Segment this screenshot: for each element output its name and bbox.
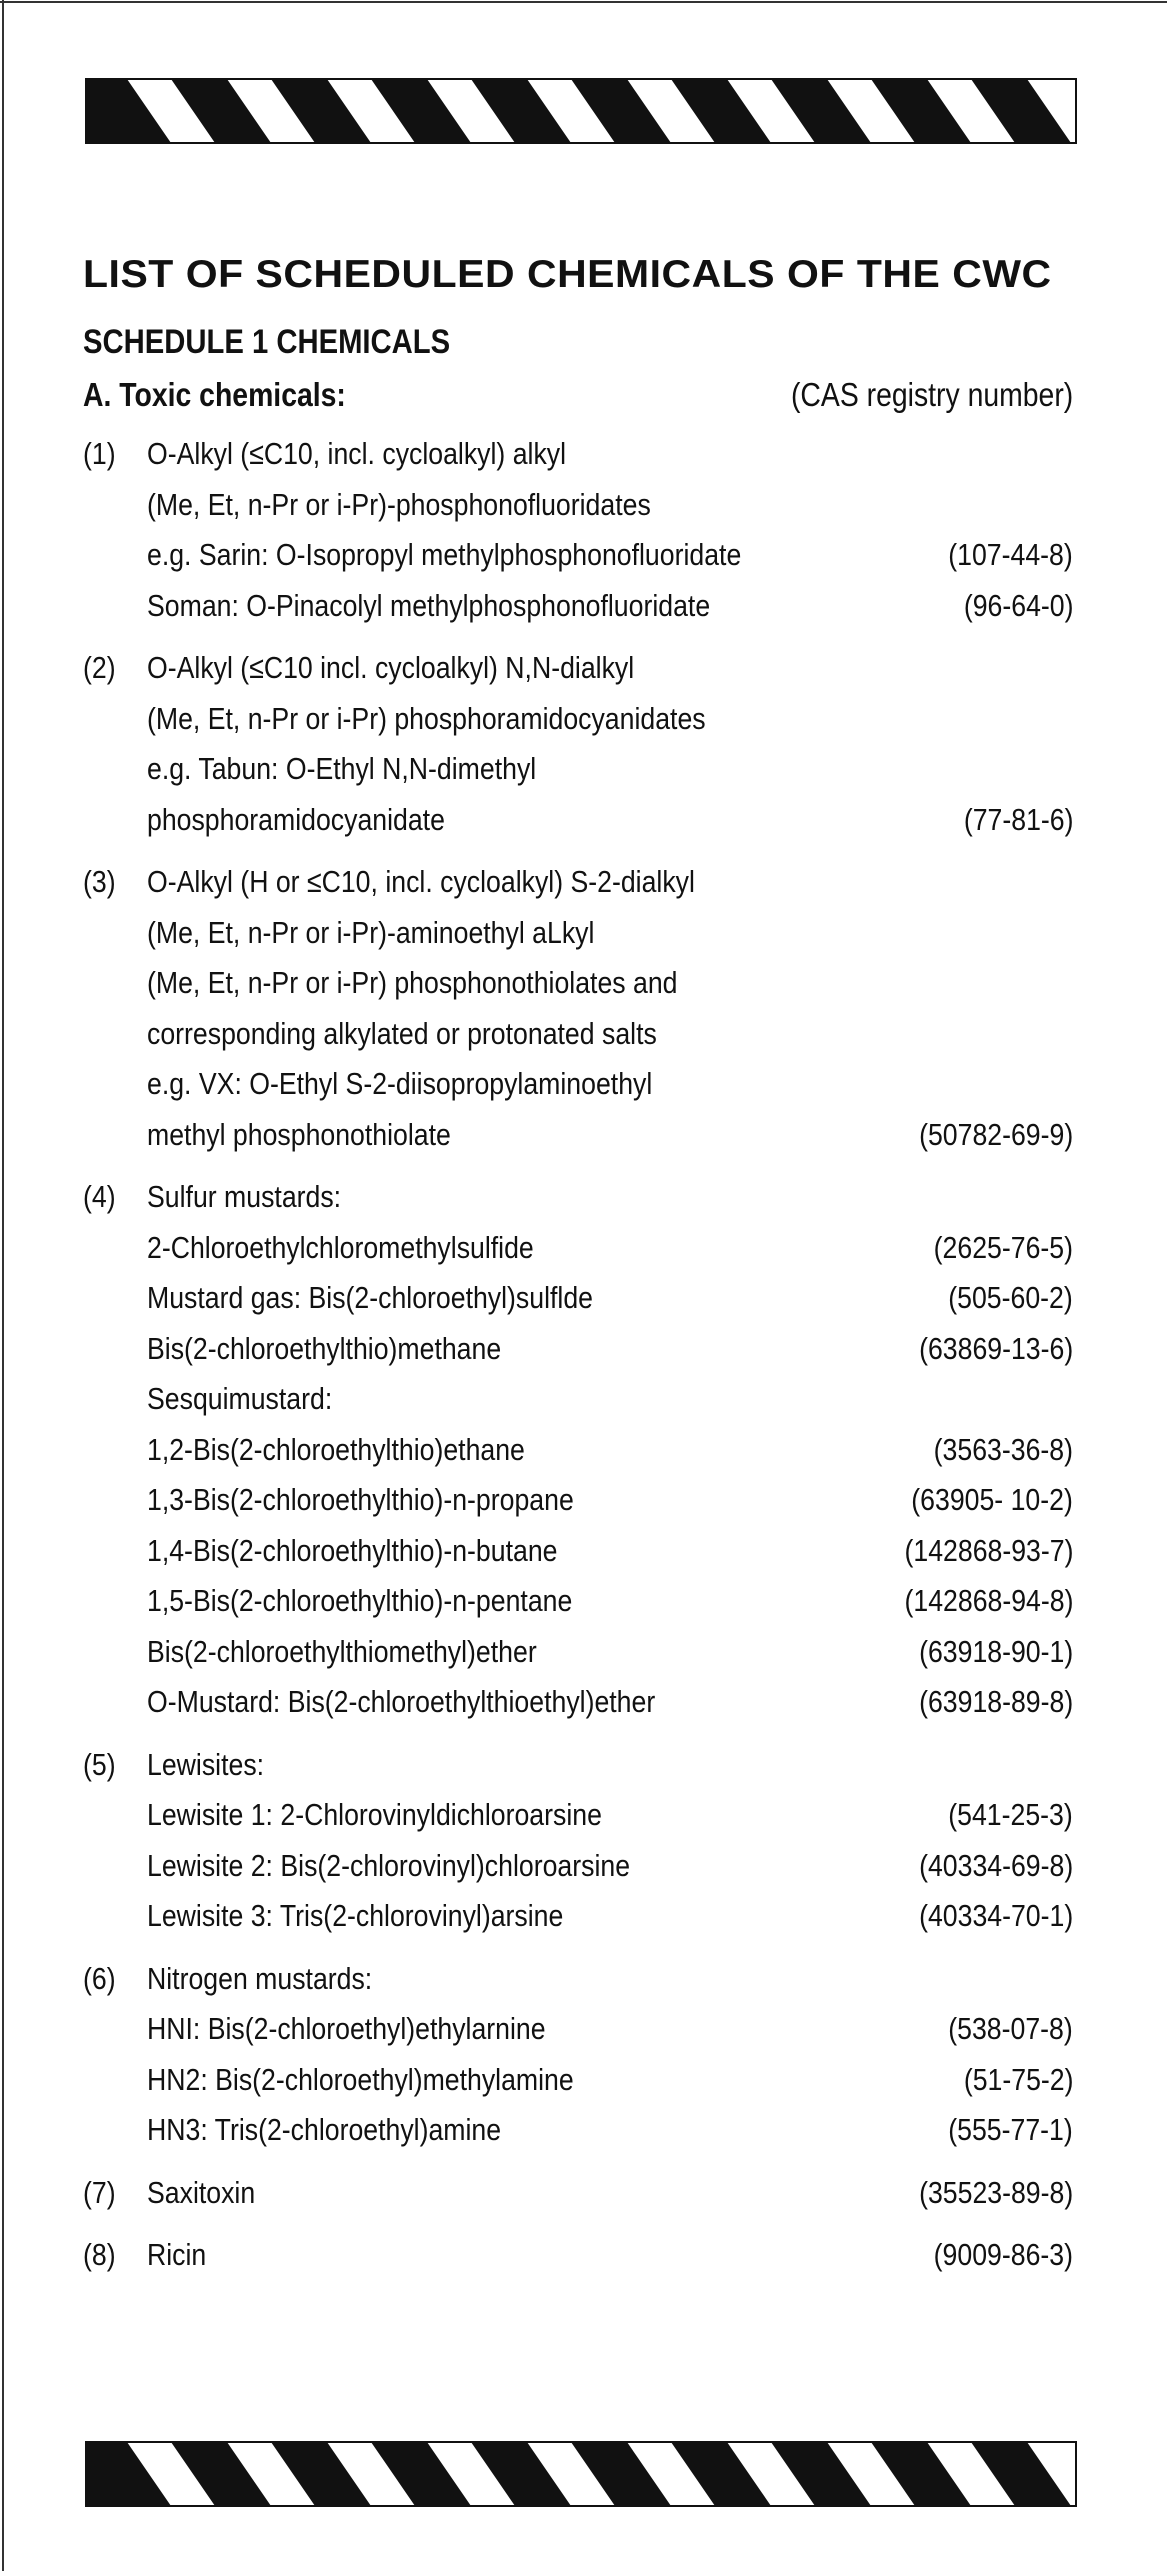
chemical-name: 1,2-Bis(2-chloroethylthio)ethane xyxy=(147,1431,525,1467)
chemical-item xyxy=(83,857,1073,1160)
chemical-name: (Me, Et, n-Pr or i-Pr)-aminoethyl aLkyl xyxy=(147,914,595,950)
chemical-name: HNI: Bis(2-chloroethyl)ethylarnine xyxy=(147,2011,546,2047)
chemical-line xyxy=(147,744,1073,795)
chemical-name: e.g. Sarin: O-Isopropyl methylphosphonofluoridate xyxy=(147,537,742,573)
item-body xyxy=(147,2168,1073,2219)
chemical-line xyxy=(147,1172,1073,1223)
chemical-name: O-Alkyl (≤C10 incl. cycloalkyl) N,N-dialkyl xyxy=(147,650,635,686)
chemical-line xyxy=(147,1273,1073,1324)
cas-number: (3563-36-8) xyxy=(933,1431,1073,1467)
schedule-heading: SCHEDULE 1 CHEMICALS xyxy=(83,322,451,361)
chemical-line xyxy=(147,1324,1073,1375)
item-body xyxy=(147,1954,1073,2156)
item-number: (7) xyxy=(83,2174,116,2210)
item-number: (2) xyxy=(83,650,116,686)
chemical-name: Lewisites: xyxy=(147,1746,265,1782)
chemical-name: Lewisite 1: 2-Chlorovinyldichloroarsine xyxy=(147,1797,602,1833)
cas-number: (505-60-2) xyxy=(948,1280,1073,1316)
chemical-line xyxy=(147,1059,1073,1110)
chemical-item xyxy=(83,1954,1073,2156)
chemical-name: Bis(2-chloroethylthio)methane xyxy=(147,1330,502,1366)
chemical-line xyxy=(147,2105,1073,2156)
chemical-name: 1,4-Bis(2-chloroethylthio)-n-butane xyxy=(147,1532,558,1568)
page-title: LIST OF SCHEDULED CHEMICALS OF THE CWC xyxy=(83,253,1052,296)
chemical-name: O-Alkyl (H or ≤C10, incl. cycloalkyl) S-2-dialkyl xyxy=(147,864,695,900)
chemical-line xyxy=(147,857,1073,908)
chemical-line xyxy=(147,908,1073,959)
hazard-stripe-banner-bottom xyxy=(85,2438,1077,2508)
chemical-name: 2-Chloroethylchloromethylsulfide xyxy=(147,1229,534,1265)
cas-number: (538-07-8) xyxy=(948,2011,1073,2047)
chemical-name: Mustard gas: Bis(2-chloroethyl)sulflde xyxy=(147,1280,594,1316)
cas-number: (63869-13-6) xyxy=(918,1330,1073,1366)
cas-number: (77-81-6) xyxy=(963,801,1073,837)
section-header xyxy=(83,373,1073,418)
chemical-line xyxy=(147,2230,1073,2281)
chemical-name: (Me, Et, n-Pr or i-Pr) phosphonothiolates and xyxy=(147,965,678,1001)
chemical-line xyxy=(147,1526,1073,1577)
cas-number: (2625-76-5) xyxy=(933,1229,1073,1265)
cas-number: (50782-69-9) xyxy=(918,1116,1073,1152)
chemical-name: Saxitoxin xyxy=(147,2174,256,2210)
chemical-name: (Me, Et, n-Pr or i-Pr) phosphoramidocyanidates xyxy=(147,700,706,736)
chemical-line xyxy=(147,1009,1073,1060)
cas-number: (51-75-2) xyxy=(963,2061,1073,2097)
chemical-line xyxy=(147,581,1073,632)
chemical-line xyxy=(147,1627,1073,1678)
item-number: (5) xyxy=(83,1746,116,1782)
cas-number: (555-77-1) xyxy=(948,2112,1073,2148)
chemical-line xyxy=(147,1841,1073,1892)
cas-number: (40334-69-8) xyxy=(918,1847,1073,1883)
cas-number: (35523-89-8) xyxy=(918,2174,1073,2210)
cas-number: (96-64-0) xyxy=(963,587,1073,623)
chemical-name: phosphoramidocyanidate xyxy=(147,801,445,837)
chemical-name: e.g. Tabun: O-Ethyl N,N-dimethyl xyxy=(147,751,537,787)
section-title: A. Toxic chemicals: xyxy=(83,375,346,413)
chemical-line xyxy=(147,1110,1073,1161)
chemical-line xyxy=(147,530,1073,581)
chemical-item xyxy=(83,1172,1073,1728)
chemical-line xyxy=(147,1576,1073,1627)
document-content xyxy=(83,250,1073,2293)
chemical-item xyxy=(83,2230,1073,2281)
chemical-item xyxy=(83,1740,1073,1942)
item-body xyxy=(147,1740,1073,1942)
chemical-line xyxy=(147,694,1073,745)
hazard-stripe-banner-top xyxy=(85,75,1077,145)
chemical-name: e.g. VX: O-Ethyl S-2-diisopropylaminoethyl xyxy=(147,1066,653,1102)
item-body xyxy=(147,857,1073,1160)
item-body xyxy=(147,2230,1073,2281)
cas-number: (541-25-3) xyxy=(948,1797,1073,1833)
chemical-line xyxy=(147,2055,1073,2106)
chemical-name: Soman: O-Pinacolyl methylphosphonofluoridate xyxy=(147,587,711,623)
chemical-item xyxy=(83,643,1073,845)
item-number: (4) xyxy=(83,1179,116,1215)
chemical-name: 1,3-Bis(2-chloroethylthio)-n-propane xyxy=(147,1482,574,1518)
chemical-line xyxy=(147,2004,1073,2055)
cas-number: (63905- 10-2) xyxy=(911,1482,1073,1518)
chemical-name: Bis(2-chloroethylthiomethyl)ether xyxy=(147,1633,537,1669)
item-body xyxy=(147,1172,1073,1728)
cas-number: (142868-94-8) xyxy=(904,1583,1073,1619)
chemical-item xyxy=(83,2168,1073,2219)
chemical-name: HN2: Bis(2-chloroethyl)methylamine xyxy=(147,2061,574,2097)
item-body xyxy=(147,429,1073,631)
chemical-line xyxy=(147,429,1073,480)
item-number: (8) xyxy=(83,2237,116,2273)
chemical-list xyxy=(83,429,1073,2281)
chemical-name: O-Alkyl (≤C10, incl. cycloalkyl) alkyl xyxy=(147,436,567,472)
chemical-line xyxy=(147,958,1073,1009)
chemical-line xyxy=(147,1677,1073,1728)
cas-number: (107-44-8) xyxy=(948,537,1073,573)
chemical-name: 1,5-Bis(2-chloroethylthio)-n-pentane xyxy=(147,1583,573,1619)
chemical-name: Nitrogen mustards: xyxy=(147,1960,373,1996)
item-number: (1) xyxy=(83,436,116,472)
chemical-line xyxy=(147,480,1073,531)
cas-number: (9009-86-3) xyxy=(933,2237,1073,2273)
chemical-line xyxy=(147,1790,1073,1841)
chemical-line xyxy=(147,1374,1073,1425)
chemical-line xyxy=(147,1954,1073,2005)
chemical-line xyxy=(147,795,1073,846)
chemical-line xyxy=(147,1223,1073,1274)
chemical-name: Lewisite 3: Tris(2-chlorovinyl)arsine xyxy=(147,1898,564,1934)
chemical-name: (Me, Et, n-Pr or i-Pr)-phosphonofluoridates xyxy=(147,486,651,522)
item-number: (6) xyxy=(83,1960,116,1996)
chemical-line xyxy=(147,1475,1073,1526)
item-number: (3) xyxy=(83,864,116,900)
cas-number: (142868-93-7) xyxy=(904,1532,1073,1568)
chemical-line xyxy=(147,1425,1073,1476)
cas-column-header: (CAS registry number) xyxy=(790,375,1073,413)
chemical-name: corresponding alkylated or protonated salts xyxy=(147,1015,657,1051)
chemical-name: Lewisite 2: Bis(2-chlorovinyl)chloroarsine xyxy=(147,1847,631,1883)
chemical-item xyxy=(83,429,1073,631)
chemical-name: methyl phosphonothiolate xyxy=(147,1116,451,1152)
cas-number: (63918-90-1) xyxy=(918,1633,1073,1669)
chemical-line xyxy=(147,643,1073,694)
chemical-line xyxy=(147,2168,1073,2219)
chemical-line xyxy=(147,1891,1073,1942)
chemical-line xyxy=(147,1740,1073,1791)
chemical-name: Sulfur mustards: xyxy=(147,1179,342,1215)
chemical-name: HN3: Tris(2-chloroethyl)amine xyxy=(147,2112,502,2148)
chemical-name: Ricin xyxy=(147,2237,207,2273)
item-body xyxy=(147,643,1073,845)
chemical-name: Sesquimustard: xyxy=(147,1381,333,1417)
cas-number: (63918-89-8) xyxy=(918,1684,1073,1720)
chemical-name: O-Mustard: Bis(2-chloroethylthioethyl)ether xyxy=(147,1684,656,1720)
cas-number: (40334-70-1) xyxy=(918,1898,1073,1934)
